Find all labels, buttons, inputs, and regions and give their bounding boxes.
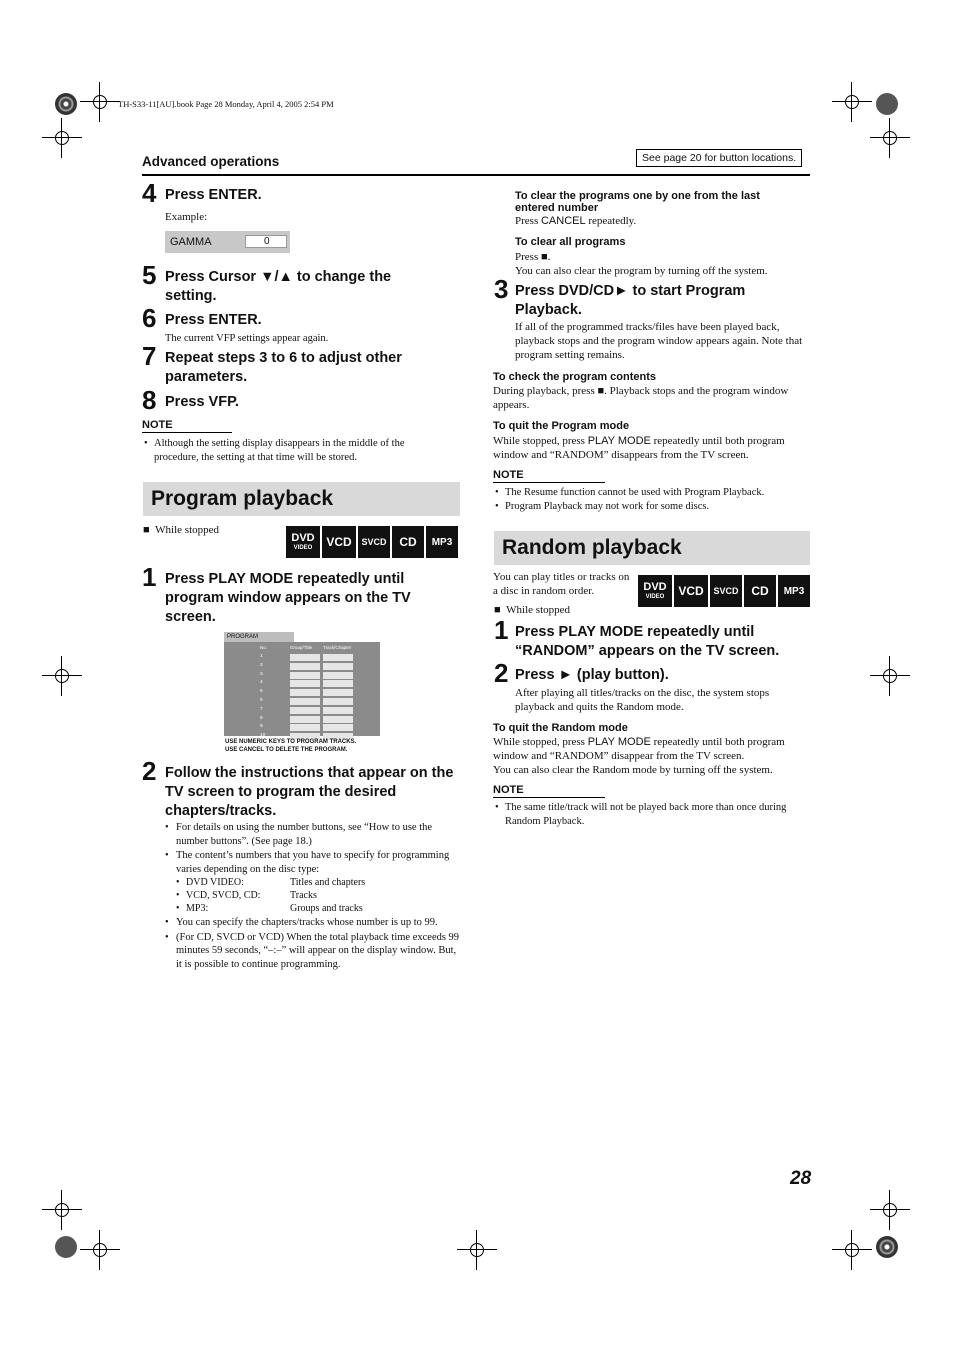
program-playback-banner: Program playback [143, 482, 460, 516]
registration-mark [42, 1190, 82, 1230]
dvd-video-badge: DVD VIDEO [286, 526, 320, 558]
gamma-display [165, 231, 290, 253]
group-column [290, 654, 320, 742]
note-title: NOTE [142, 419, 232, 433]
cd-badge: CD [744, 575, 776, 607]
disc-badges [638, 575, 810, 607]
page-reference: See page 20 for button locations. [636, 149, 802, 167]
gamma-label: GAMMA [170, 236, 212, 248]
check-heading: To check the program contents [493, 371, 656, 383]
quit-program-heading: To quit the Program mode [493, 420, 630, 432]
program-tab: PROGRAM [224, 632, 294, 642]
color-target-icon [876, 1236, 898, 1258]
program-caption: USE NUMERIC KEYS TO PROGRAM TRACKS. USE CANCEL TO DELETE THE PROGRAM. [225, 739, 357, 753]
col-no: No. [260, 645, 268, 650]
program-bullets: • For details on using the number buttons, see “How to use the number buttons”. (See page 18.) • The content’s numbers that you have to specify for programming varies depending on the disc type: • DVD VIDEO: Titles and chapters • VCD, SVCD, CD: Tracks • MP3: Groups and tracks • You can specify the chapters/tracks whose number is up to 99. • (For CD, SVCD or VCD) When the total playback time exceeds 99 minutes 59 seconds, “–:–” will appear on the display window. But, it is possible to continue programming. [165, 822, 460, 970]
track-column [323, 654, 353, 742]
registration-mark [457, 1230, 497, 1270]
step-text: Press ENTER. [165, 187, 262, 203]
vcd-badge: VCD [674, 575, 708, 607]
example-label: Example: [165, 211, 208, 223]
note-items: • The same title/track will not be played back more than once during Random Playback. [495, 802, 787, 827]
while-stopped-label: ■ While stopped [143, 524, 220, 536]
clear-one-heading: To clear the programs one by one from the last entered number [515, 190, 760, 214]
program-window-illustration [224, 632, 380, 738]
header-rule [142, 174, 810, 176]
registration-mark [80, 1230, 120, 1270]
step-number: 3 [494, 274, 509, 304]
note-title: NOTE [493, 469, 605, 483]
row-numbers: 1 2 3 4 5 6 7 8 9 10 [260, 654, 266, 739]
step-number: 6 [142, 303, 157, 333]
registration-mark [42, 656, 82, 696]
step-number: 8 [142, 385, 157, 415]
step-body: After playing all titles/tracks on the disc, the system stops playback and quits the Random mode. [515, 687, 770, 713]
note-item: • Although the setting display disappears in the middle of the procedure, the setting at that time will be stored. [144, 438, 405, 463]
quit-random-heading: To quit the Random mode [493, 722, 628, 734]
step-text: Press PLAY MODE repeatedly until “RANDOM” appears on the TV screen. [515, 624, 780, 659]
gamma-value: 0 [245, 235, 287, 248]
step-number: 1 [494, 615, 509, 645]
step-text: Repeat steps 3 to 6 to adjust other parameters. [165, 350, 402, 385]
registration-mark [870, 118, 910, 158]
registration-mark [870, 1190, 910, 1230]
svcd-badge: SVCD [710, 575, 742, 607]
registration-mark [832, 1230, 872, 1270]
step-text: Press VFP. [165, 394, 239, 410]
disc-badges [286, 526, 458, 558]
step-body: If all of the programmed tracks/files have been played back, playback stops and the program window appears again. Note that program setting remains. [515, 321, 803, 361]
color-target-icon [55, 93, 77, 115]
check-body: During playback, press ■. Playback stops and the program window appears. [493, 385, 789, 411]
note-title: NOTE [493, 784, 605, 798]
random-playback-banner: Random playback [494, 531, 810, 565]
cd-badge: CD [392, 526, 424, 558]
registration-mark [80, 82, 120, 122]
dvd-video-badge: DVD VIDEO [638, 575, 672, 607]
note-items: • The Resume function cannot be used with Program Playback. • Program Playback may not work for some discs. [495, 487, 765, 512]
registration-mark [42, 118, 82, 158]
color-target-icon [876, 93, 898, 115]
step-number: 5 [142, 260, 157, 290]
step-text: Press Cursor ▼/▲ to change the setting. [165, 269, 392, 304]
clear-one-body: Press CANCEL repeatedly. [515, 215, 637, 227]
step-text: Press ► (play button). [515, 667, 669, 683]
step-body: The current VFP settings appear again. [165, 333, 329, 344]
col-track: Track/Chapter [323, 645, 352, 650]
vcd-badge: VCD [322, 526, 356, 558]
step-number: 2 [142, 756, 157, 786]
step-text: Press ENTER. [165, 312, 262, 328]
color-target-icon [55, 1236, 77, 1258]
section-header: Advanced operations [142, 154, 280, 169]
page-number: 28 [790, 1168, 812, 1189]
step-number: 2 [494, 658, 509, 688]
registration-mark [832, 82, 872, 122]
clear-all-body: Press ■. You can also clear the program by turning off the system. [515, 251, 768, 277]
step-text: Follow the instructions that appear on the TV screen to program the desired chapters/tracks. [165, 765, 454, 819]
step-number: 1 [142, 562, 157, 592]
while-stopped-label: ■ While stopped [494, 604, 571, 616]
file-header: TH-S33-11[AU].book Page 28 Monday, April 4, 2005 2:54 PM [118, 99, 334, 109]
random-intro: You can play titles or tracks on a disc in random order. [493, 571, 630, 597]
mp3-badge: MP3 [426, 526, 458, 558]
registration-mark [870, 656, 910, 696]
clear-all-heading: To clear all programs [515, 236, 626, 248]
step-number: 4 [142, 178, 157, 208]
program-screen [224, 642, 380, 739]
mp3-badge: MP3 [778, 575, 810, 607]
step-number: 7 [142, 341, 157, 371]
step-text: Press DVD/CD► to start Program Playback. [515, 283, 746, 318]
quit-random-body: While stopped, press PLAY MODE repeatedly until both program window and “RANDOM” disappear from the TV screen. You can also clear the Random mode by turning off the system. [493, 736, 785, 776]
step-text: Press PLAY MODE repeatedly until program window appears on the TV screen. [165, 571, 411, 625]
quit-program-body: While stopped, press PLAY MODE repeatedly until both program window and “RANDOM” disappears from the TV screen. [493, 435, 785, 461]
col-group: Group/Title [290, 645, 313, 650]
svcd-badge: SVCD [358, 526, 390, 558]
